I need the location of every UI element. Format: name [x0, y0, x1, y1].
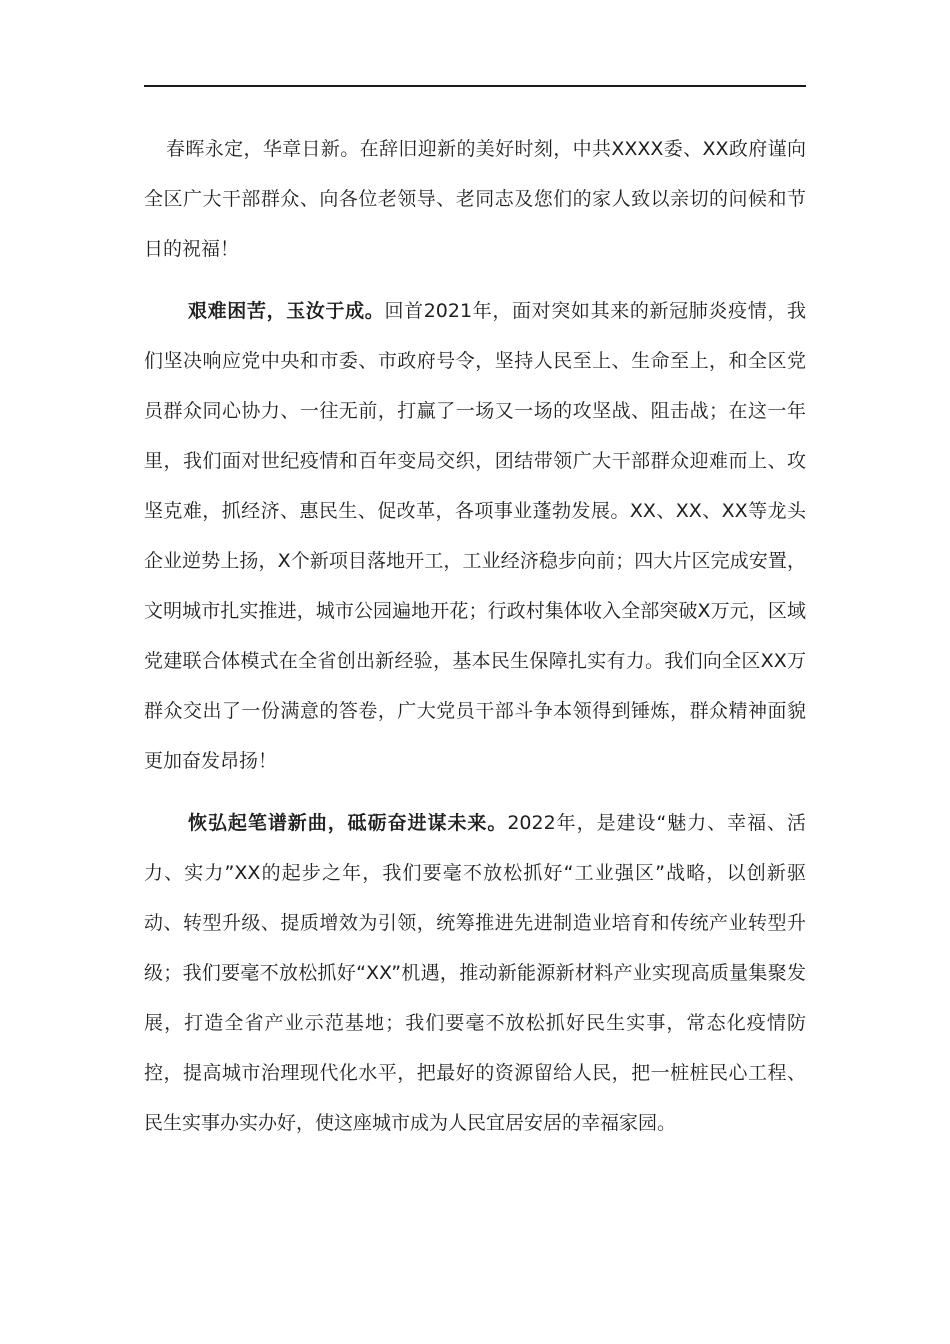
paragraph-lead: 艰难困苦，玉汝于成。	[188, 300, 385, 322]
paragraph-text: 春晖永定，华章日新。在辞旧迎新的美好时刻，中共XXXX委、XX政府谨向全区广大干部群众、向各位老领导、老同志及您们的家人致以亲切的问候和节日的祝福！	[144, 138, 806, 260]
paragraph-lead: 恢弘起笔谱新曲，砥砺奋进谋未来。	[188, 812, 508, 834]
paragraph-text: 2022年，是建设“魅力、幸福、活力、实力”XX的起步之年，我们要毫不放松抓好“工业强区”战略，以创新驱动、转型升级、提质增效为引领，统筹推进先进制造业培育和传统产业转型升级；我们要毫不放松抓好“XX”机遇，推动新能源新材料产业实现高质量集聚发展，打造全省产业示范基地；我们要毫不放松抓好民生实事，常态化疫情防控，提高城市治理现代化水平，把最好的资源留给人民，把一桩桩民心工程、民生实事办实办好，使这座城市成为人民宜居安居的幸福家园。	[144, 812, 806, 1134]
document-body	[144, 124, 806, 1148]
paragraph-review-2021	[144, 286, 806, 786]
paragraph-text: 回首2021年，面对突如其来的新冠肺炎疫情，我们坚决响应党中央和市委、市政府号令，坚持人民至上、生命至上，和全区党员群众同心协力、一往无前，打赢了一场又一场的攻坚战、阻击战；在这一年里，我们面对世纪疫情和百年变局交织，团结带领广大干部群众迎难而上、攻坚克难，抓经济、惠民生、促改革，各项事业蓬勃发展。XX、XX、XX等龙头企业逆势上扬，X个新项目落地开工，工业经济稳步向前；四大片区完成安置，文明城市扎实推进，城市公园遍地开花；行政村集体收入全部突破X万元，区域党建联合体模式在全省创出新经验，基本民生保障扎实有力。我们向全区XX万群众交出了一份满意的答卷，广大党员干部斗争本领得到锤炼，群众精神面貌更加奋发昂扬！	[144, 300, 806, 772]
paragraph-outlook-2022	[144, 798, 806, 1148]
header-rule	[144, 85, 806, 87]
paragraph-greeting	[144, 124, 806, 274]
